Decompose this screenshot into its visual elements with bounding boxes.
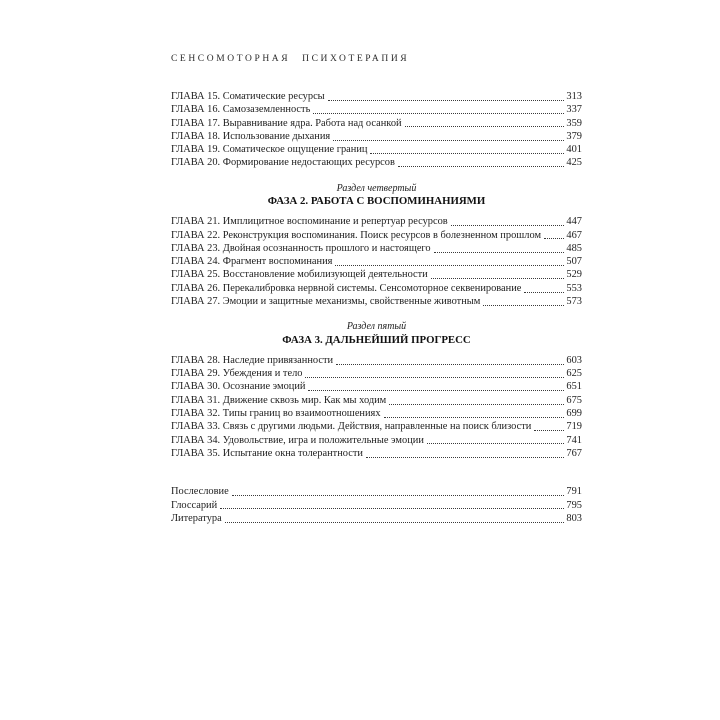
toc-dot-leader	[524, 292, 564, 293]
toc-block	[171, 485, 582, 525]
toc-entry-page: 507	[566, 256, 582, 268]
toc-dot-leader	[220, 508, 564, 509]
toc-entry-label: ГЛАВА 24. Фрагмент воспоминания	[171, 256, 333, 268]
section-heading	[171, 183, 582, 209]
toc-entry-label: ГЛАВА 18. Использование дыхания	[171, 130, 331, 142]
toc-entry-label: ГЛАВА 28. Наследие привязанности	[171, 354, 334, 366]
toc-entry-label: ГЛАВА 21. Имплицитное воспоминание и репертуар ресурсов	[171, 216, 448, 228]
toc-entry	[171, 215, 582, 228]
toc-dot-leader	[405, 126, 565, 127]
toc-entry-page: 467	[566, 229, 582, 241]
toc-dot-leader	[335, 265, 564, 266]
toc-entry	[171, 295, 582, 308]
toc-entry-label: ГЛАВА 16. Самозаземленность	[171, 104, 311, 116]
toc-dot-leader	[370, 153, 564, 154]
toc-entry	[171, 434, 582, 447]
toc-dot-leader	[534, 430, 564, 431]
toc-block	[171, 321, 582, 460]
toc-entry-label: ГЛАВА 17. Выравнивание ядра. Работа над осанкой	[171, 117, 402, 129]
toc-dot-leader	[544, 238, 564, 239]
toc-entry-label: ГЛАВА 20. Формирование недостающих ресурсов	[171, 157, 395, 169]
toc-entry	[171, 156, 582, 169]
table-of-contents	[171, 90, 582, 525]
section-title: ФАЗА 3. ДАЛЬНЕЙШИЙ ПРОГРЕСС	[282, 333, 471, 346]
toc-entry-page: 573	[566, 296, 582, 308]
toc-entry-page: 425	[566, 157, 582, 169]
toc-entry-label: Литература	[171, 512, 222, 524]
toc-entry	[171, 394, 582, 407]
toc-entry-label: Глоссарий	[171, 499, 218, 511]
toc-entry-label: ГЛАВА 19. Соматическое ощущение границ	[171, 144, 368, 156]
toc-entry-label: ГЛАВА 29. Убеждения и тело	[171, 368, 303, 380]
toc-entry	[171, 499, 582, 512]
toc-entry-page: 719	[566, 421, 582, 433]
toc-entry-page: 625	[566, 368, 582, 380]
toc-entry	[171, 242, 582, 255]
toc-entry-page: 795	[566, 499, 582, 511]
toc-entry	[171, 268, 582, 281]
toc-entry-label: ГЛАВА 34. Удовольствие, игра и положительные эмоции	[171, 434, 424, 446]
toc-entry	[171, 407, 582, 420]
toc-dot-leader	[389, 404, 564, 405]
toc-entry-label: ГЛАВА 26. Перекалибровка нервной системы. Сенсомоторное секвенирование	[171, 282, 522, 294]
toc-entry-page: 529	[566, 269, 582, 281]
toc-entry-page: 791	[566, 486, 582, 498]
toc-dot-leader	[308, 390, 564, 391]
toc-entry	[171, 103, 582, 116]
toc-dot-leader	[232, 495, 565, 496]
toc-entry-label: Послесловие	[171, 486, 229, 498]
toc-entry	[171, 229, 582, 242]
toc-entry-page: 699	[566, 408, 582, 420]
toc-entry-page: 651	[566, 381, 582, 393]
toc-entry	[171, 117, 582, 130]
toc-entry-label: ГЛАВА 25. Восстановление мобилизующей деятельности	[171, 269, 428, 281]
toc-entry	[171, 255, 582, 268]
toc-entry-label: ГЛАВА 22. Реконструкция воспоминания. Поиск ресурсов в болезненном прошлом	[171, 229, 542, 241]
toc-entry-label: ГЛАВА 27. Эмоции и защитные механизмы, свойственные животным	[171, 296, 481, 308]
toc-content	[171, 54, 582, 525]
toc-entry	[171, 367, 582, 380]
running-header: СЕНСОМОТОРНАЯ ПСИХОТЕРАПИЯ	[171, 54, 410, 64]
toc-entry-page: 485	[566, 242, 582, 254]
toc-entry-label: ГЛАВА 30. Осознание эмоций	[171, 381, 306, 393]
toc-dot-leader	[384, 417, 565, 418]
toc-entry-page: 379	[566, 130, 582, 142]
toc-entry-page: 803	[566, 512, 582, 524]
toc-dot-leader	[313, 113, 564, 114]
toc-entry	[171, 90, 582, 103]
toc-dot-leader	[483, 305, 564, 306]
toc-entry	[171, 282, 582, 295]
toc-dot-leader	[366, 457, 564, 458]
section-heading	[171, 321, 582, 347]
toc-dot-leader	[336, 364, 564, 365]
section-subtitle: Раздел пятый	[346, 321, 407, 333]
toc-dot-leader	[333, 140, 564, 141]
toc-entry-label: ГЛАВА 35. Испытание окна толерантности	[171, 447, 363, 459]
toc-entry-page: 313	[566, 91, 582, 102]
toc-entry	[171, 420, 582, 433]
toc-dot-leader	[225, 522, 565, 523]
toc-dot-leader	[305, 377, 564, 378]
toc-entry-label: ГЛАВА 23. Двойная осознанность прошлого и настоящего	[171, 242, 431, 254]
toc-dot-leader	[434, 252, 565, 253]
toc-entry	[171, 354, 582, 367]
toc-block	[171, 90, 582, 170]
toc-entry-page: 741	[566, 434, 582, 446]
toc-dot-leader	[398, 166, 565, 167]
toc-dot-leader	[451, 225, 565, 226]
section-title: ФАЗА 2. РАБОТА С ВОСПОМИНАНИЯМИ	[267, 195, 486, 208]
toc-entry	[171, 447, 582, 460]
toc-entry-page: 337	[566, 104, 582, 116]
toc-entry-label: ГЛАВА 33. Связь с другими людьми. Действия, направленные на поиск близости	[171, 421, 532, 433]
toc-dot-leader	[431, 278, 565, 279]
toc-dot-leader	[427, 443, 565, 444]
toc-entry-page: 447	[566, 216, 582, 228]
toc-entry	[171, 485, 582, 498]
section-subtitle: Раздел четвертый	[336, 182, 417, 194]
toc-entry-page: 767	[566, 447, 582, 459]
toc-entry-page: 603	[566, 354, 582, 366]
toc-entry-label: ГЛАВА 15. Соматические ресурсы	[171, 91, 325, 102]
toc-entry-page: 675	[566, 394, 582, 406]
toc-entry-label: ГЛАВА 32. Типы границ во взаимоотношениях	[171, 408, 381, 420]
toc-entry	[171, 380, 582, 393]
toc-dot-leader	[328, 100, 565, 101]
toc-block	[171, 183, 582, 309]
toc-entry-page: 553	[566, 282, 582, 294]
toc-entry	[171, 512, 582, 525]
toc-entry	[171, 143, 582, 156]
toc-entry	[171, 130, 582, 143]
toc-entry-page: 401	[566, 144, 582, 156]
toc-entry-label: ГЛАВА 31. Движение сквозь мир. Как мы ходим	[171, 394, 387, 406]
toc-entry-page: 359	[566, 117, 582, 129]
